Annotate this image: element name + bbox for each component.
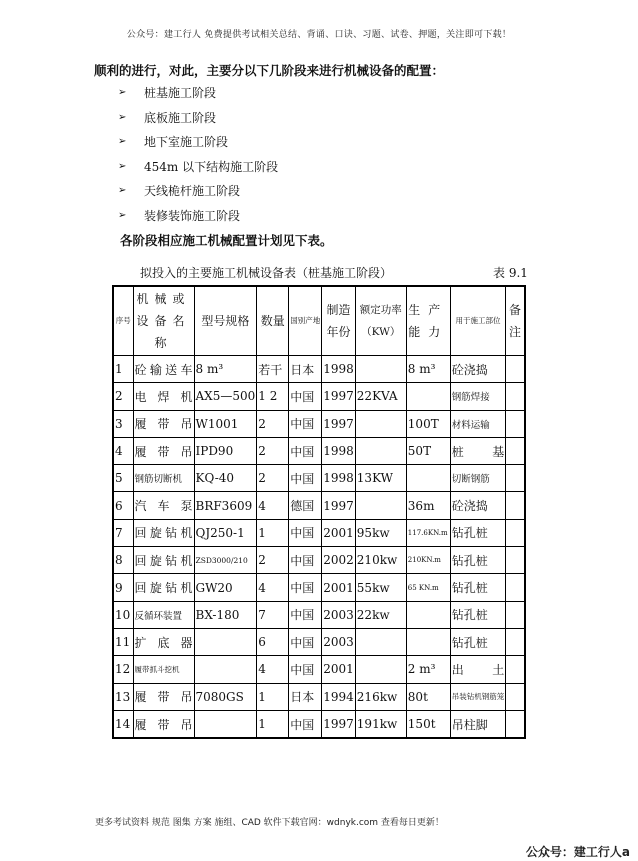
cell-model bbox=[194, 710, 257, 738]
cell-seq: 2 bbox=[113, 383, 133, 410]
cell-power bbox=[355, 356, 406, 383]
cell-power: 55kw bbox=[355, 574, 406, 601]
plan-text: 各阶段相应施工机械配置计划见下表。 bbox=[120, 233, 333, 248]
cell-year: 1997 bbox=[322, 410, 356, 437]
arrow-bullet-icon: ➢ bbox=[118, 136, 127, 148]
cell-seq: 13 bbox=[113, 683, 133, 710]
cell-name: 钢筋切断机 bbox=[133, 465, 194, 492]
cell-power: 13KW bbox=[355, 465, 406, 492]
cell-qty: 2 bbox=[257, 410, 289, 437]
cell-name: 回旋钻机 bbox=[133, 547, 194, 574]
table-row bbox=[113, 356, 525, 383]
cell-use: 钻孔桩 bbox=[450, 628, 506, 655]
list-item: ➢ 454m 以下结构施工阶段 bbox=[118, 159, 279, 174]
cell-model: BRF3609 bbox=[194, 492, 257, 519]
cell-year: 2003 bbox=[322, 601, 356, 628]
cell-power bbox=[355, 656, 406, 683]
cell-qty: 4 bbox=[257, 574, 289, 601]
cell-power: 22kw bbox=[355, 601, 406, 628]
table-row bbox=[113, 383, 525, 410]
watermark: 公众号：建工行人a bbox=[525, 845, 630, 859]
cell-model: GW20 bbox=[194, 574, 257, 601]
phase-list bbox=[118, 84, 278, 232]
cell-qty: 若干 bbox=[257, 356, 289, 383]
cell-name: 履带吊 bbox=[133, 437, 194, 464]
cell-use: 砼浇捣 bbox=[450, 492, 506, 519]
cell-capacity bbox=[406, 601, 450, 628]
list-item: ➢ 底板施工阶段 bbox=[118, 110, 217, 125]
cell-year: 2001 bbox=[322, 519, 356, 546]
cell-name: 回旋钻机 bbox=[133, 574, 194, 601]
cell-seq: 8 bbox=[113, 547, 133, 574]
cell-year: 1998 bbox=[322, 437, 356, 464]
cell-model: BX-180 bbox=[194, 601, 257, 628]
cell-capacity bbox=[406, 383, 450, 410]
cell-origin: 中国 bbox=[289, 519, 322, 546]
cell-origin: 中国 bbox=[289, 574, 322, 601]
cell-capacity: 117.6KN.m bbox=[406, 519, 450, 546]
table-row bbox=[113, 710, 525, 738]
cell-capacity: 8 m³ bbox=[406, 356, 450, 383]
cell-model: AX5—500 bbox=[194, 383, 257, 410]
cell-seq: 7 bbox=[113, 519, 133, 546]
intro-paragraph: 顺利的进行，对此，主要分以下几阶段来进行机械设备的配置： bbox=[94, 63, 445, 78]
cell-use: 桩基 bbox=[450, 437, 506, 464]
table-row bbox=[113, 437, 525, 464]
cell-note bbox=[506, 574, 525, 601]
cell-note bbox=[506, 710, 525, 738]
cell-year: 1997 bbox=[322, 492, 356, 519]
cell-model: KQ-40 bbox=[194, 465, 257, 492]
header-year: 制造年份 bbox=[322, 286, 356, 356]
cell-qty: 1 bbox=[257, 710, 289, 738]
cell-seq: 12 bbox=[113, 656, 133, 683]
cell-qty: 2 bbox=[257, 547, 289, 574]
cell-origin: 日本 bbox=[289, 683, 322, 710]
list-item: ➢ 天线桅杆施工阶段 bbox=[118, 184, 241, 199]
cell-note bbox=[506, 683, 525, 710]
cell-power bbox=[355, 410, 406, 437]
table-row bbox=[113, 574, 525, 601]
cell-note bbox=[506, 628, 525, 655]
cell-name: 回旋钻机 bbox=[133, 519, 194, 546]
cell-year: 2003 bbox=[322, 628, 356, 655]
arrow-bullet-icon: ➢ bbox=[118, 111, 127, 123]
header-power: 额定功率（KW） bbox=[355, 286, 406, 356]
cell-capacity: 80t bbox=[406, 683, 450, 710]
cell-name: 履带吊 bbox=[133, 710, 194, 738]
cell-note bbox=[506, 410, 525, 437]
cell-qty: 4 bbox=[257, 656, 289, 683]
cell-use: 钻孔桩 bbox=[450, 601, 506, 628]
cell-use: 吊装钻机钢筋笼 bbox=[450, 683, 506, 710]
cell-capacity: 65 KN.m bbox=[406, 574, 450, 601]
cell-use: 砼浇捣 bbox=[450, 356, 506, 383]
cell-power bbox=[355, 492, 406, 519]
cell-origin: 中国 bbox=[289, 601, 322, 628]
cell-use: 钢筋焊接 bbox=[450, 383, 506, 410]
cell-note bbox=[506, 492, 525, 519]
cell-seq: 10 bbox=[113, 601, 133, 628]
cell-capacity: 100T bbox=[406, 410, 450, 437]
cell-seq: 4 bbox=[113, 437, 133, 464]
cell-qty: 4 bbox=[257, 492, 289, 519]
cell-name: 反循环装置 bbox=[133, 601, 194, 628]
table-caption: 拟投入的主要施工机械设备表（桩基施工阶段） bbox=[140, 266, 393, 280]
cell-name: 砼输送车 bbox=[133, 356, 194, 383]
table-row bbox=[113, 492, 525, 519]
header-seq: 序号 bbox=[113, 286, 133, 356]
cell-use: 吊柱脚 bbox=[450, 710, 506, 738]
cell-qty: 2 bbox=[257, 465, 289, 492]
header-name: 机械或设备名称 bbox=[133, 286, 194, 356]
cell-power: 22KVA bbox=[355, 383, 406, 410]
cell-note bbox=[506, 437, 525, 464]
cell-note bbox=[506, 465, 525, 492]
cell-year: 2001 bbox=[322, 656, 356, 683]
cell-year: 2001 bbox=[322, 574, 356, 601]
cell-capacity: 36m bbox=[406, 492, 450, 519]
table-row bbox=[113, 628, 525, 655]
cell-qty: 1 2 bbox=[257, 383, 289, 410]
list-item: ➢ 桩基施工阶段 bbox=[118, 86, 217, 100]
cell-year: 1998 bbox=[322, 465, 356, 492]
cell-qty: 1 bbox=[257, 519, 289, 546]
header-note: 备注 bbox=[506, 286, 525, 356]
cell-model: QJ250-1 bbox=[194, 519, 257, 546]
cell-seq: 14 bbox=[113, 710, 133, 738]
cell-use: 钻孔桩 bbox=[450, 519, 506, 546]
cell-seq: 11 bbox=[113, 628, 133, 655]
cell-use: 钻孔桩 bbox=[450, 574, 506, 601]
cell-model: IPD90 bbox=[194, 437, 257, 464]
table-row bbox=[113, 547, 525, 574]
cell-origin: 中国 bbox=[289, 437, 322, 464]
list-item: ➢ 地下室施工阶段 bbox=[118, 135, 229, 150]
cell-capacity: 2 m³ bbox=[406, 656, 450, 683]
cell-year: 1994 bbox=[322, 683, 356, 710]
cell-note bbox=[506, 547, 525, 574]
header-capacity: 生产能力 bbox=[406, 286, 450, 356]
cell-qty: 7 bbox=[257, 601, 289, 628]
cell-capacity bbox=[406, 465, 450, 492]
table-row bbox=[113, 465, 525, 492]
cell-note bbox=[506, 656, 525, 683]
cell-origin: 中国 bbox=[289, 547, 322, 574]
cell-power bbox=[355, 628, 406, 655]
arrow-bullet-icon: ➢ bbox=[118, 87, 127, 98]
cell-origin: 中国 bbox=[289, 410, 322, 437]
cell-seq: 6 bbox=[113, 492, 133, 519]
cell-capacity: 150t bbox=[406, 710, 450, 738]
header-qty: 数量 bbox=[257, 286, 289, 356]
cell-origin: 中国 bbox=[289, 383, 322, 410]
cell-qty: 2 bbox=[257, 437, 289, 464]
cell-name: 扩底器 bbox=[133, 628, 194, 655]
cell-note bbox=[506, 383, 525, 410]
cell-capacity: 50T bbox=[406, 437, 450, 464]
arrow-bullet-icon: ➢ bbox=[118, 185, 127, 197]
table-row bbox=[113, 410, 525, 437]
cell-seq: 5 bbox=[113, 465, 133, 492]
cell-note bbox=[506, 356, 525, 383]
table-row bbox=[113, 656, 525, 683]
footer-note: 更多考试资料 规范 图集 方案 施组、CAD 软件下载官网：wdnyk.com 查看每日更新！ bbox=[95, 818, 444, 828]
cell-power: 191kw bbox=[355, 710, 406, 738]
cell-qty: 1 bbox=[257, 683, 289, 710]
cell-origin: 中国 bbox=[289, 465, 322, 492]
cell-name: 履带吊 bbox=[133, 410, 194, 437]
cell-use: 切断钢筋 bbox=[450, 465, 506, 492]
cell-capacity: 210KN.m bbox=[406, 547, 450, 574]
cell-power: 216kw bbox=[355, 683, 406, 710]
cell-note bbox=[506, 519, 525, 546]
cell-model bbox=[194, 628, 257, 655]
cell-name: 电焊机 bbox=[133, 383, 194, 410]
arrow-bullet-icon: ➢ bbox=[118, 209, 127, 221]
header-origin: 国别产地 bbox=[289, 286, 322, 356]
cell-origin: 日本 bbox=[289, 356, 322, 383]
cell-note bbox=[506, 601, 525, 628]
cell-origin: 中国 bbox=[289, 656, 322, 683]
cell-model: ZSD3000/210 bbox=[194, 547, 257, 574]
cell-name: 履带抓斗挖机 bbox=[133, 656, 194, 683]
cell-use: 出土 bbox=[450, 656, 506, 683]
cell-year: 1997 bbox=[322, 383, 356, 410]
cell-model: W1001 bbox=[194, 410, 257, 437]
header-model: 型号规格 bbox=[194, 286, 257, 356]
header-use: 用于施工部位 bbox=[450, 286, 506, 356]
cell-seq: 3 bbox=[113, 410, 133, 437]
cell-name: 履带吊 bbox=[133, 683, 194, 710]
arrow-bullet-icon: ➢ bbox=[118, 160, 127, 172]
cell-origin: 中国 bbox=[289, 628, 322, 655]
cell-model: 8 m³ bbox=[194, 356, 257, 383]
cell-qty: 6 bbox=[257, 628, 289, 655]
cell-model: 7080GS bbox=[194, 683, 257, 710]
cell-name: 汽车泵 bbox=[133, 492, 194, 519]
table-row bbox=[113, 683, 525, 710]
cell-power bbox=[355, 437, 406, 464]
cell-seq: 1 bbox=[113, 356, 133, 383]
cell-seq: 9 bbox=[113, 574, 133, 601]
cell-capacity bbox=[406, 628, 450, 655]
equipment-table bbox=[112, 285, 526, 739]
cell-origin: 德国 bbox=[289, 492, 322, 519]
table-number: 表 9.1 bbox=[493, 266, 528, 280]
header-note: 公众号：建工行人 免费提供考试相关总结、背诵、口诀、习题、试卷、押题，关注即可下载！ bbox=[126, 30, 512, 40]
cell-power: 210kw bbox=[355, 547, 406, 574]
cell-power: 95kw bbox=[355, 519, 406, 546]
cell-year: 1998 bbox=[322, 356, 356, 383]
cell-year: 1997 bbox=[322, 710, 356, 738]
table-row bbox=[113, 519, 525, 546]
table-row bbox=[113, 601, 525, 628]
table-header-row bbox=[113, 286, 525, 356]
cell-use: 材料运输 bbox=[450, 410, 506, 437]
cell-year: 2002 bbox=[322, 547, 356, 574]
list-item: ➢ 装修装饰施工阶段 bbox=[118, 208, 241, 223]
cell-origin: 中国 bbox=[289, 710, 322, 738]
cell-model bbox=[194, 656, 257, 683]
cell-use: 钻孔桩 bbox=[450, 547, 506, 574]
